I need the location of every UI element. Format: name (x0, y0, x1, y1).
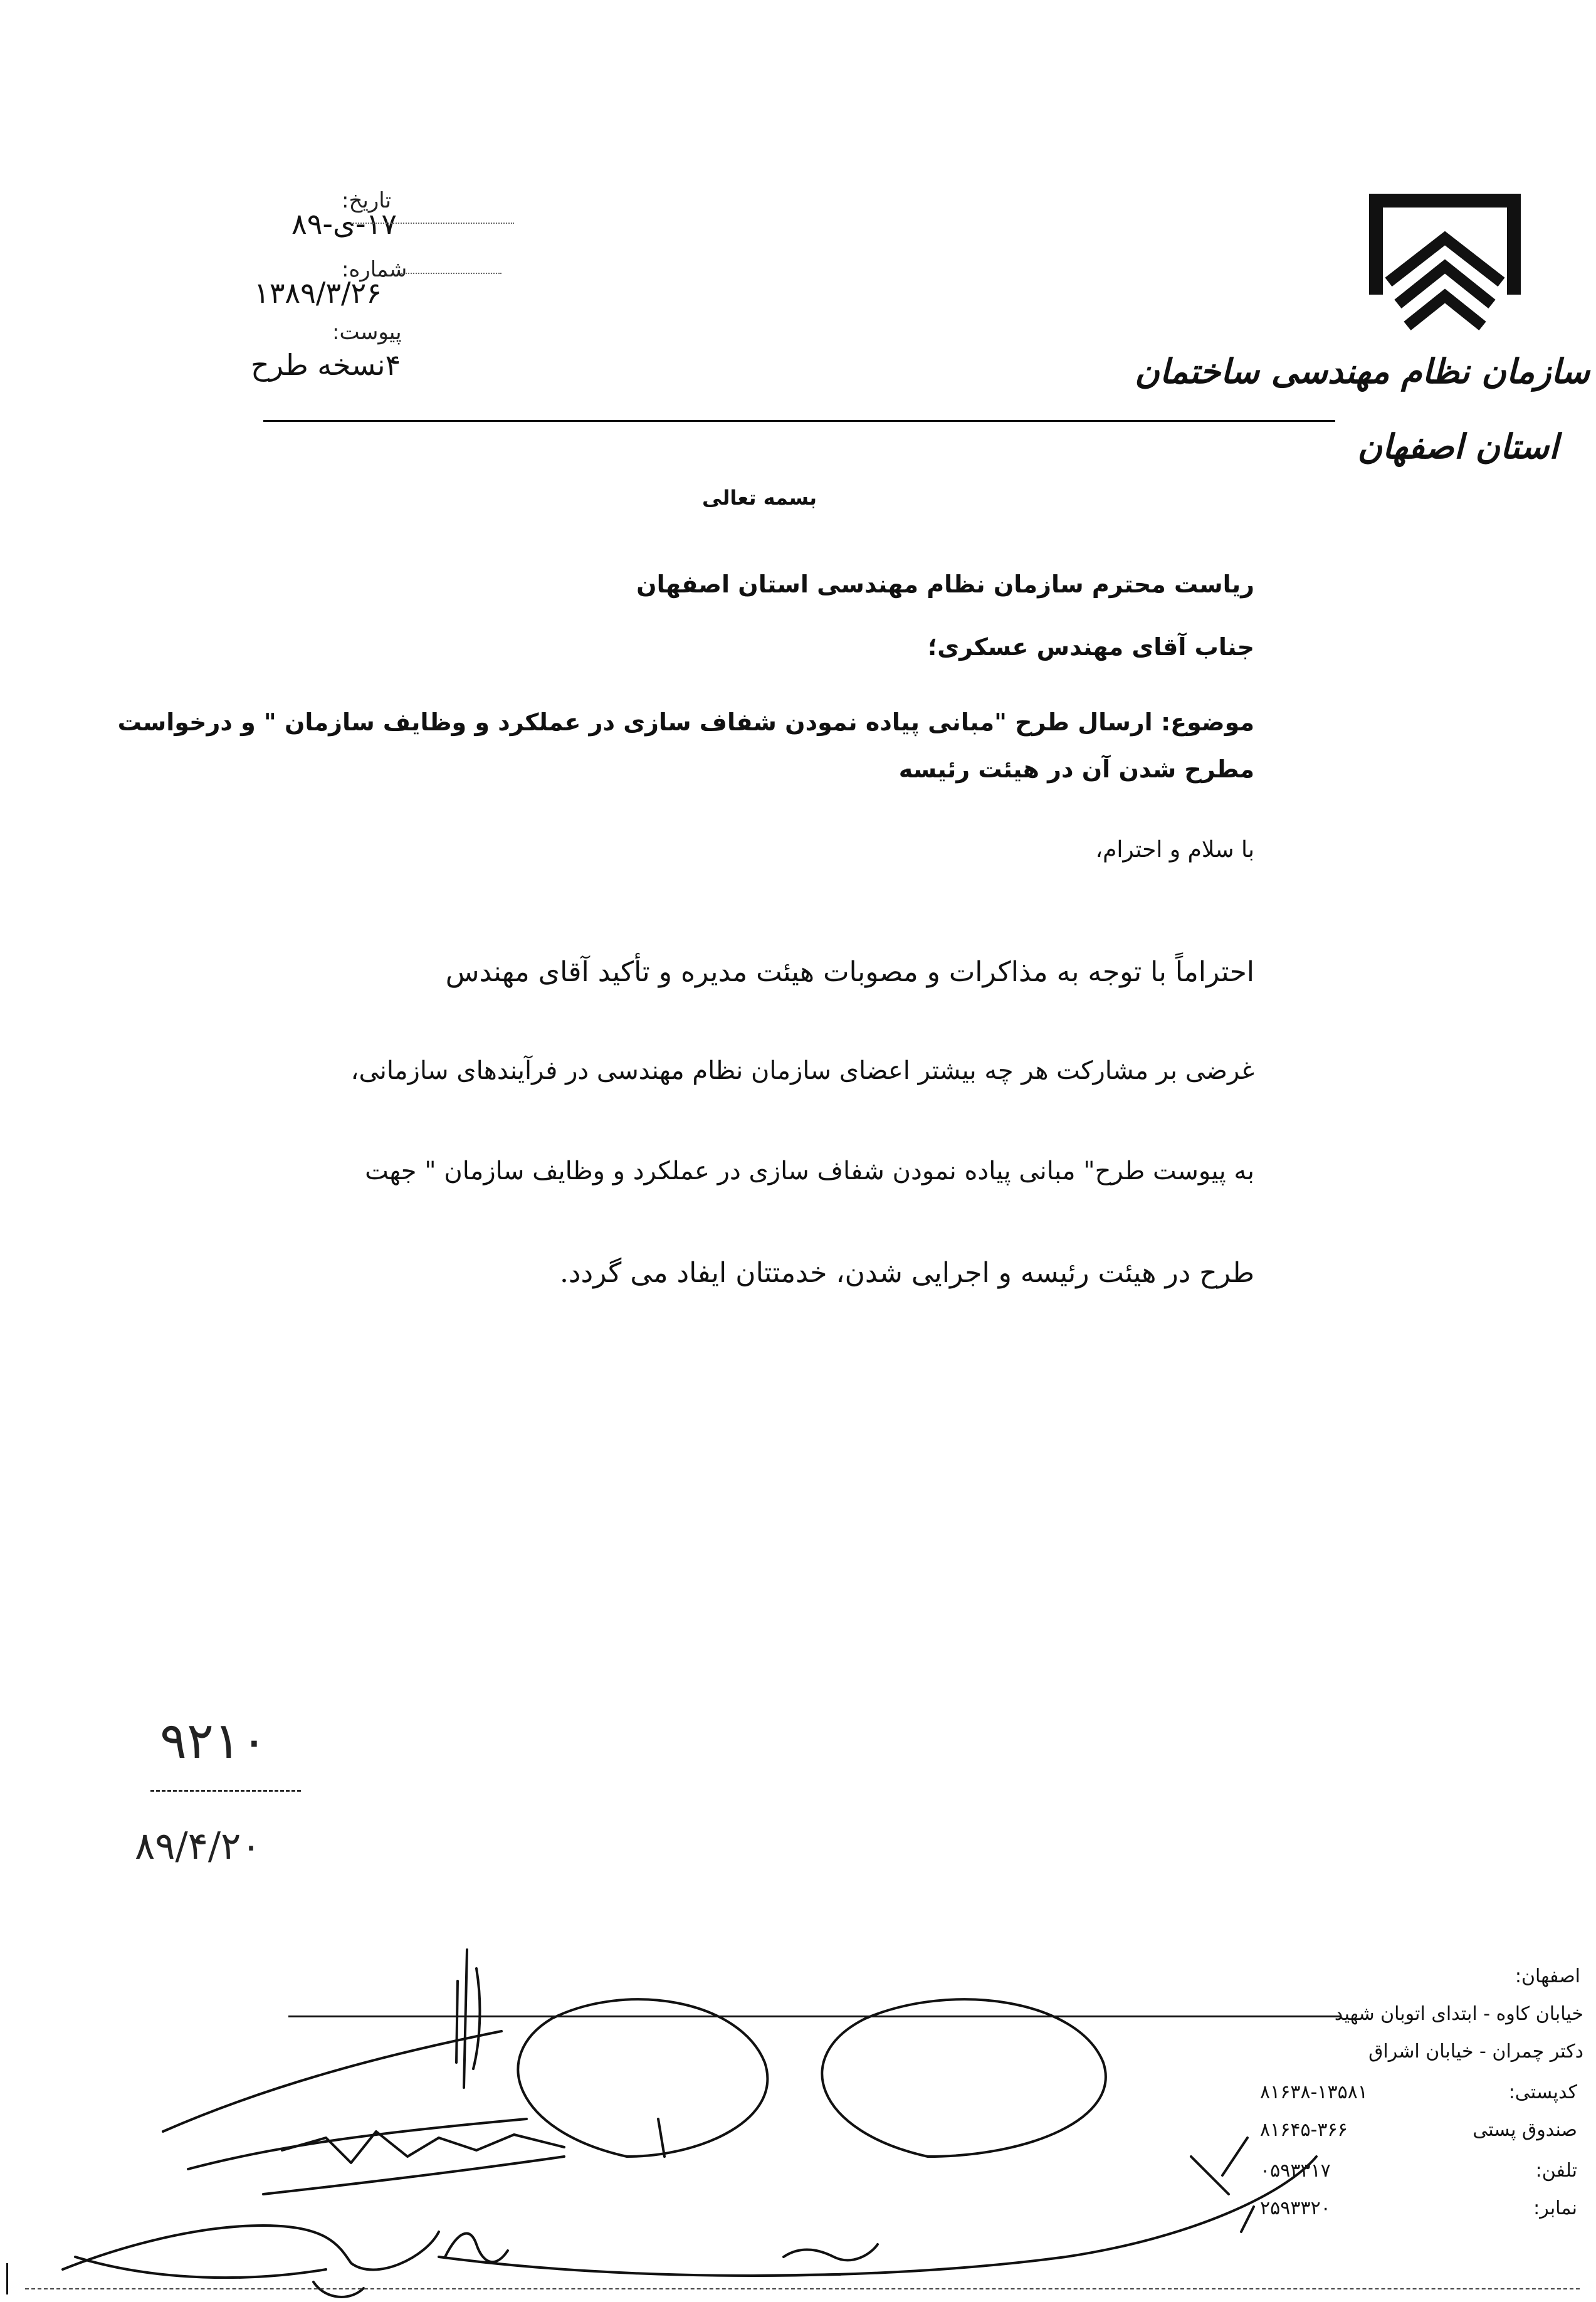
recipient-line1: ریاست محترم سازمان نظام مهندسی استان اصفهان (636, 570, 1254, 598)
footer-postal-label: کدپستی: (1508, 2081, 1577, 2103)
signatures-drawing (0, 1931, 1596, 2302)
org-logo-icon (1363, 188, 1526, 351)
org-name-line1: سازمان نظام مهندسی ساختمان (1135, 351, 1590, 391)
org-name-line2: استان اصفهان (1357, 426, 1558, 466)
number-label: شماره: (342, 257, 407, 282)
body-line-3: به پیوست طرح" مبانی پیاده نمودن شفاف سازی در عملکرد و وظایف سازمان " جهت (365, 1157, 1254, 1185)
bottom-rule (25, 2288, 1580, 2289)
greeting: با سلام و احترام، (1095, 837, 1254, 863)
footer-pobox-label: صندوق پستی (1473, 2119, 1577, 2141)
footer-address-line1: خیابان کاوه - ابتدای اتوبان شهید (1334, 2003, 1583, 2025)
footer-phone-value: ۰۵۹۳۳۱۷ (1260, 2160, 1331, 2182)
subject-line1: موضوع: ارسال طرح "مبانی پیاده نمودن شفاف سازی در عملکرد و وظایف سازمان " و درخواست (117, 708, 1254, 736)
annotation-number: ۹۲۱۰ (160, 1711, 268, 1770)
subject-line2: مطرح شدن آن در هیئت رئیسه (898, 755, 1254, 783)
footer-postal-value: ۸۱۶۳۸-۱۳۵۸۱ (1260, 2081, 1368, 2103)
footer-city: اصفهان: (1515, 1965, 1580, 1987)
footer-fax-value: ۲۵۹۳۳۲۰ (1260, 2197, 1331, 2219)
header-rule (263, 420, 1335, 422)
attachment-label: پیوست: (332, 320, 402, 345)
date-underline (351, 223, 514, 224)
number-underline (401, 273, 501, 274)
annotation-date: ۸۹/۴/۲۰ (135, 1824, 261, 1868)
body-line-1: احتراماً با توجه به مذاکرات و مصوبات هیئت مدیره و تأکید آقای مهندس (445, 956, 1254, 988)
date-label: تاریخ: (342, 188, 392, 213)
number-value: ۱۳۸۹/۳/۲۶ (254, 276, 382, 310)
body-line-4: طرح در هیئت رئیسه و اجرایی شدن، خدمتتان ایفاد می گردد. (559, 1257, 1254, 1289)
edge-mark (6, 2263, 8, 2294)
footer-phone-label: تلفن: (1535, 2160, 1577, 2182)
body-line-2: غرضی بر مشارکت هر چه بیشتر اعضای سازمان نظام مهندسی در فرآیندهای سازمانی، (350, 1056, 1254, 1085)
footer-fax-label: نمابر: (1533, 2197, 1577, 2219)
annotation-rule (150, 1790, 301, 1792)
date-value: ۱۷-ی-۸۹ (291, 207, 397, 241)
footer-pobox-value: ۸۱۶۴۵-۳۶۶ (1260, 2119, 1348, 2141)
recipient-line2: جناب آقای مهندس عسکری؛ (928, 633, 1254, 661)
footer-address-line2: دکتر چمران - خیابان اشراق (1368, 2041, 1583, 2063)
invocation: بسمه تعالی (702, 486, 817, 510)
attachment-value: ۴نسخه طرح (251, 348, 401, 382)
